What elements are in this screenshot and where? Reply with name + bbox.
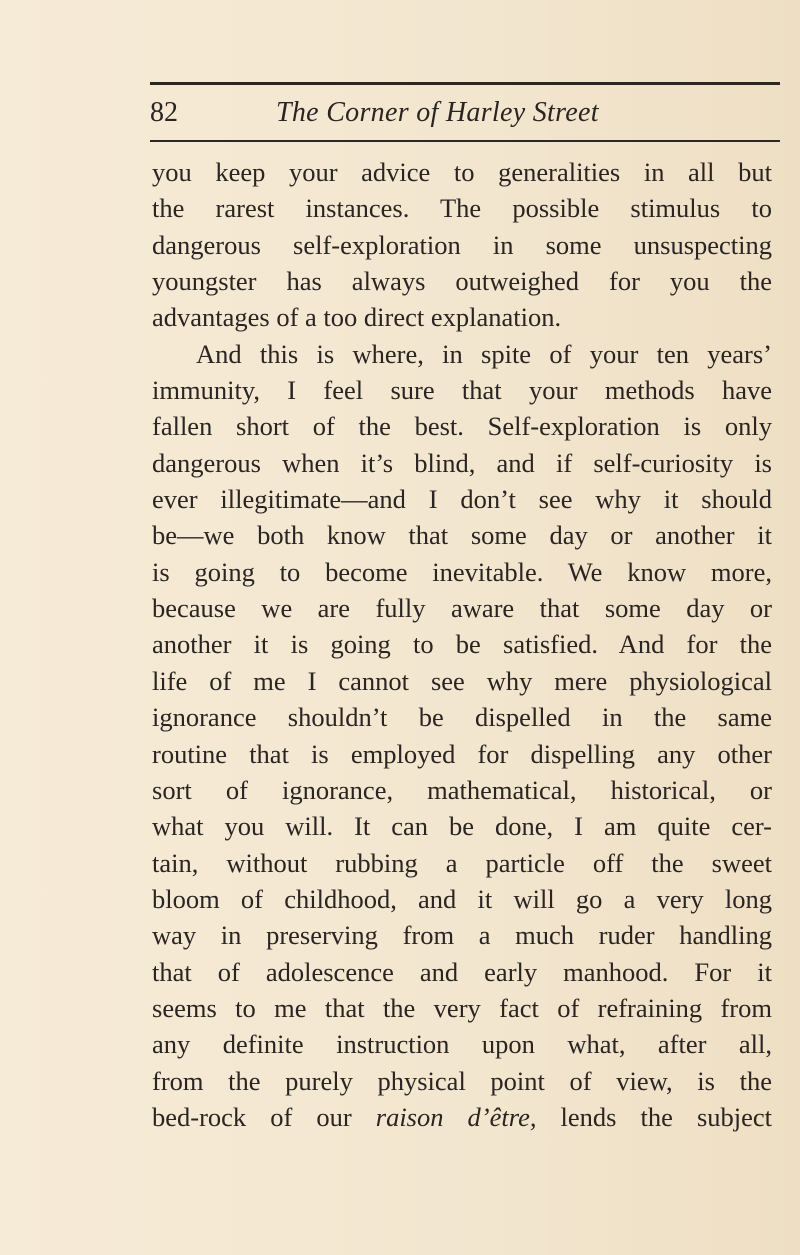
text-line: way in preserving from a much ruder handling	[152, 920, 772, 951]
text-line: immunity, I feel sure that your methods have	[152, 375, 772, 406]
text-line: tain, without rubbing a particle off the sweet	[152, 847, 772, 878]
text-line: bloom of childhood, and it will go a very long	[152, 883, 772, 914]
header-rule-top	[150, 82, 780, 85]
text-line: be—we both know that some day or another it	[152, 520, 772, 551]
text-line: any definite instruction upon what, after all,	[152, 1029, 772, 1060]
running-title: The Corner of Harley Street	[276, 97, 599, 128]
text-line: seems to me that the very fact of refraining from	[152, 992, 772, 1023]
text-line: ignorance shouldn’t be dispelled in the same	[152, 702, 772, 733]
text-fragment: bed-rock of our	[152, 1101, 376, 1132]
text-line: what you will. It can be done, I am quite cer-	[152, 811, 772, 842]
text-line: advantages of a too direct explanation.	[152, 302, 562, 333]
header-rule-bottom	[150, 140, 780, 142]
text-line: because we are fully aware that some day or	[152, 593, 772, 624]
text-line-last	[152, 1099, 772, 1135]
text-line: is going to become inevitable. We know more,	[152, 556, 772, 587]
italic-phrase: raison d’être,	[375, 1101, 537, 1132]
text-line: another it is going to be satisfied. And for the	[152, 629, 772, 660]
text-line: routine that is employed for dispelling any other	[152, 738, 772, 769]
running-head	[150, 92, 780, 134]
text-line: fallen short of the best. Self-exploration is only	[152, 411, 772, 442]
text-line: youngster has always outweighed for you the	[152, 266, 772, 297]
text-line: you keep your advice to generalities in all but	[152, 157, 772, 187]
text-line: And this is where, in spite of your ten years’	[196, 338, 772, 369]
body-text	[152, 154, 772, 1135]
text-fragment: lends the subject	[536, 1101, 773, 1132]
text-line: dangerous self-exploration in some unsuspecting	[152, 229, 772, 260]
text-line: dangerous when it’s blind, and if self-curiosity is	[152, 447, 772, 478]
text-line: ever illegitimate—and I don’t see why it should	[152, 484, 772, 515]
text-line: sort of ignorance, mathematical, historical, or	[152, 774, 772, 805]
text-line: the rarest instances. The possible stimulus to	[152, 193, 772, 224]
page-number: 82	[150, 97, 178, 128]
text-line: that of adolescence and early manhood. For it	[152, 956, 772, 987]
text-line: from the purely physical point of view, is the	[152, 1065, 772, 1096]
text-line: life of me I cannot see why mere physiological	[152, 665, 772, 696]
